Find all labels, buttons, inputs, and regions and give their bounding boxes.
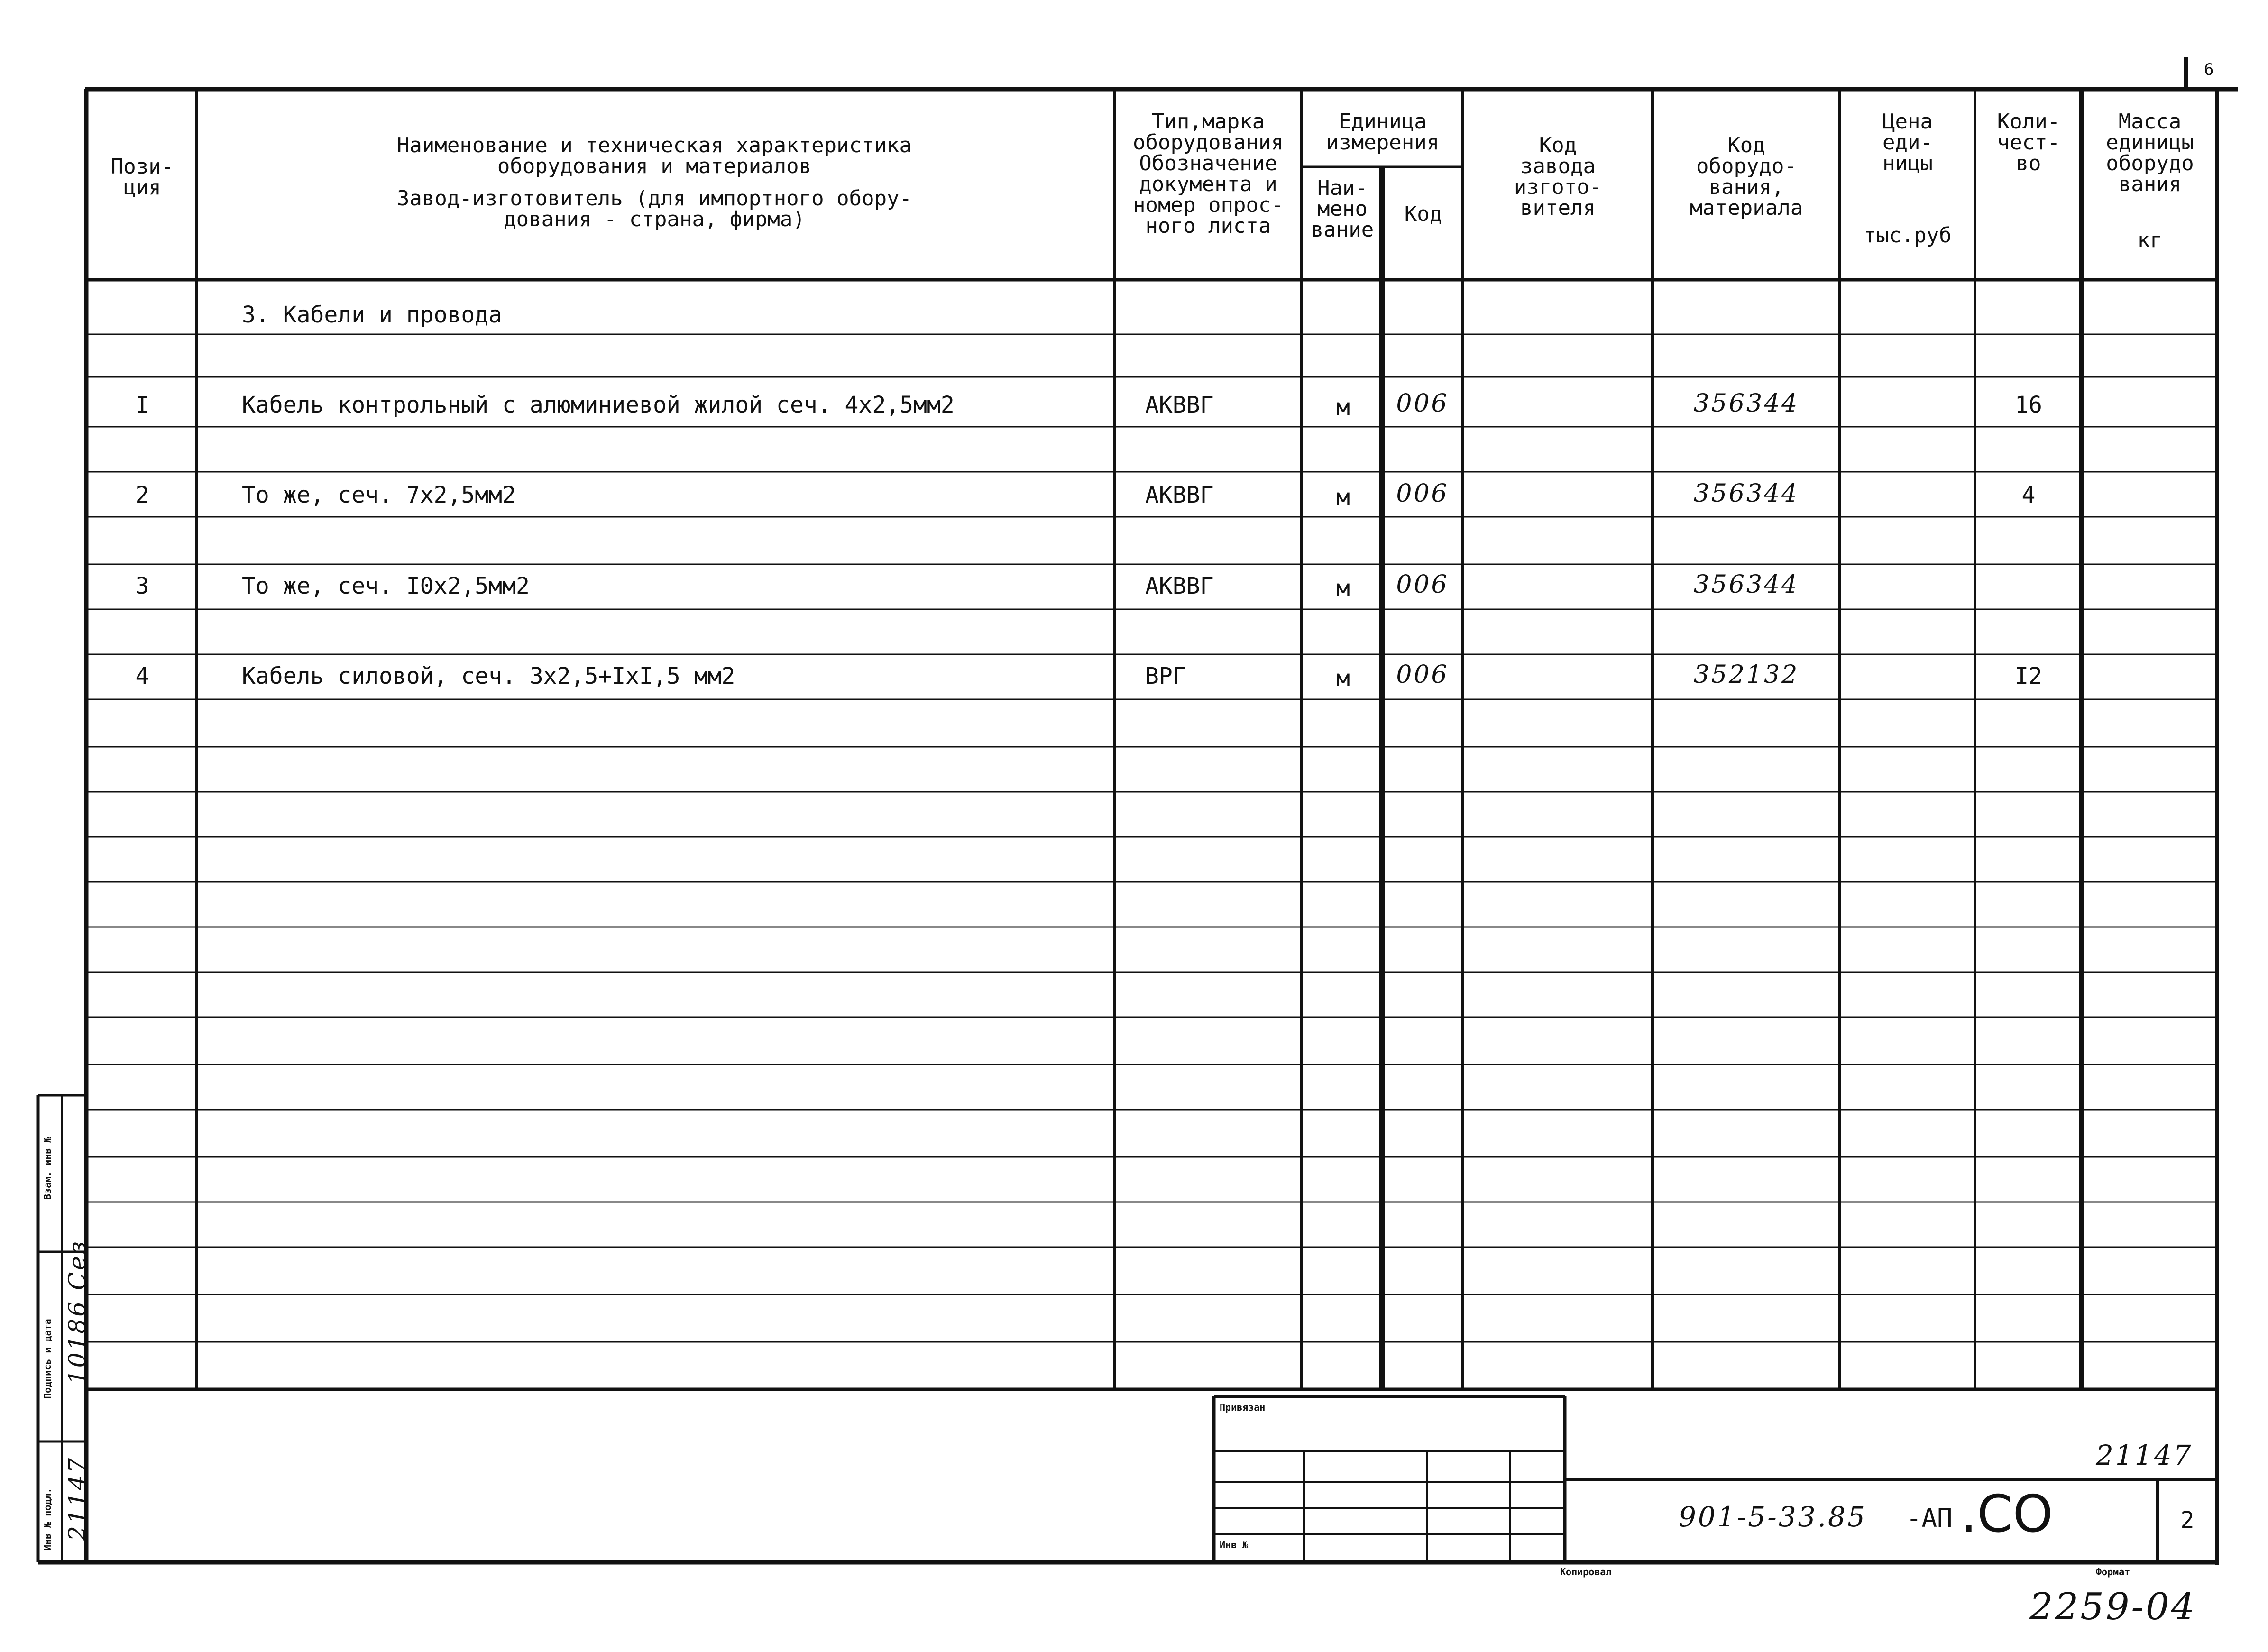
row-position: I [135,392,149,418]
side-signature: 10186 Сез [64,1239,91,1385]
row-quantity: I2 [2015,663,2042,689]
header-text: завода [1520,154,1596,178]
section-title: 3. Кабели и провода [242,302,503,328]
header-text: Наименование и техническая характеристика [396,133,912,157]
stamp-format: Формат [2096,1566,2130,1578]
header-text: оборудо [2106,151,2194,175]
row-equipment-code: 352132 [1693,661,1800,689]
stamp-inv-no: Инв № [1220,1539,1249,1551]
header-type [1115,111,1301,237]
header-text: Цена [1882,110,1933,134]
row-position: 3 [135,573,149,599]
header-text: изгото- [1514,175,1602,199]
side-inv-podl: Инв № подл. [42,1487,53,1551]
header-unit-group [1303,111,1462,153]
header-text: материала [1690,196,1803,220]
stamp-sheet-number: 2 [2180,1507,2195,1533]
page-mark: 6 [2204,60,2214,79]
stamp-doc-number: 21147 [2096,1439,2193,1471]
row-name: То же, сеч. 7x2,5мм2 [242,482,516,508]
header-text: Масса [2118,110,2182,134]
header-unit-code: Код [1404,202,1442,226]
header-text: оборудо- [1696,154,1797,178]
header-text: измерения [1326,130,1440,155]
stamp-mark: .СО [1961,1485,2053,1544]
header-text: Единица [1339,110,1427,134]
header-text: Тип,марка [1151,110,1265,134]
row-unit: м [1336,665,1350,692]
header-name [199,135,1110,230]
header-text: мено [1317,197,1368,221]
header-text: во [2016,151,2041,175]
header-text: вителя [1520,196,1596,220]
header-text: Обозначение [1139,151,1277,175]
row-unit-code: 006 [1396,479,1449,508]
header-equipment-code [1654,135,1839,219]
stamp-copied: Копировал [1560,1566,1612,1578]
header-text: документа и [1139,172,1277,196]
row-type: АКВВГ [1145,482,1214,508]
row-position: 2 [135,482,149,508]
header-text: оборудования [1133,130,1284,155]
row-type: АКВВГ [1145,392,1214,418]
row-unit: м [1336,394,1350,421]
header-text: вание [1311,218,1374,242]
row-unit: м [1336,484,1350,511]
header-unit-name [1303,178,1382,240]
header-text: ция [123,175,161,200]
header-text: вания, [1708,175,1784,199]
header-position [90,156,194,198]
row-name: Кабель контрольный с алюминиевой жилой сеч. 4x2,5мм2 [242,392,955,418]
row-type: ВРГ [1145,663,1186,689]
side-podpis-data: Подпись и дата [42,1319,53,1399]
stamp-privyazan: Привязан [1220,1402,1266,1413]
row-quantity: 4 [2021,482,2036,508]
row-equipment-code: 356344 [1693,389,1800,418]
header-quantity [1976,111,2081,174]
row-unit: м [1336,575,1350,602]
row-type: АКВВГ [1145,573,1214,599]
header-text: еди- [1882,130,1933,155]
header-price-unit: тыс.руб [1864,223,1952,248]
header-price [1841,111,1974,174]
header-text: Коли- [1997,110,2060,134]
header-text: Код [1727,133,1765,157]
row-unit-code: 006 [1396,389,1449,418]
bottom-sheet-number: 2259-04 [2029,1586,2197,1628]
header-text: Код [1539,133,1577,157]
header-text: оборудования и материалов [497,154,812,178]
row-equipment-code: 356344 [1693,479,1800,508]
row-equipment-code: 356344 [1693,570,1800,599]
side-inv-hand: 21147 [64,1456,91,1541]
side-vzam-inv: Взам. инв № [42,1137,53,1200]
row-position: 4 [135,663,149,689]
row-unit-code: 006 [1396,570,1449,599]
header-mass [2084,111,2216,195]
header-text: Наи- [1317,176,1368,200]
header-text: ного листа [1145,214,1271,238]
row-name: Кабель силовой, сеч. 3x2,5+IxI,5 мм2 [242,663,735,689]
header-text: ницы [1882,151,1933,175]
row-unit-code: 006 [1396,661,1449,689]
stamp-designation: 901-5-33.85 [1679,1501,1867,1533]
header-text: Пози- [110,155,174,179]
row-name: То же, сеч. I0x2,5мм2 [242,573,530,599]
header-factory-code [1464,135,1652,219]
header-text: дования - страна, фирма) [504,207,805,231]
header-text: единицы [2106,130,2194,155]
header-mass-unit: кг [2137,228,2163,252]
stamp-suffix: -АП [1906,1503,1953,1533]
row-quantity: 16 [2015,392,2042,418]
header-text: вания [2118,172,2182,196]
header-text: чест- [1997,130,2060,155]
header-text: номер опрос- [1133,193,1284,217]
header-text: Завод-изготовитель (для импортного обору- [396,186,912,211]
